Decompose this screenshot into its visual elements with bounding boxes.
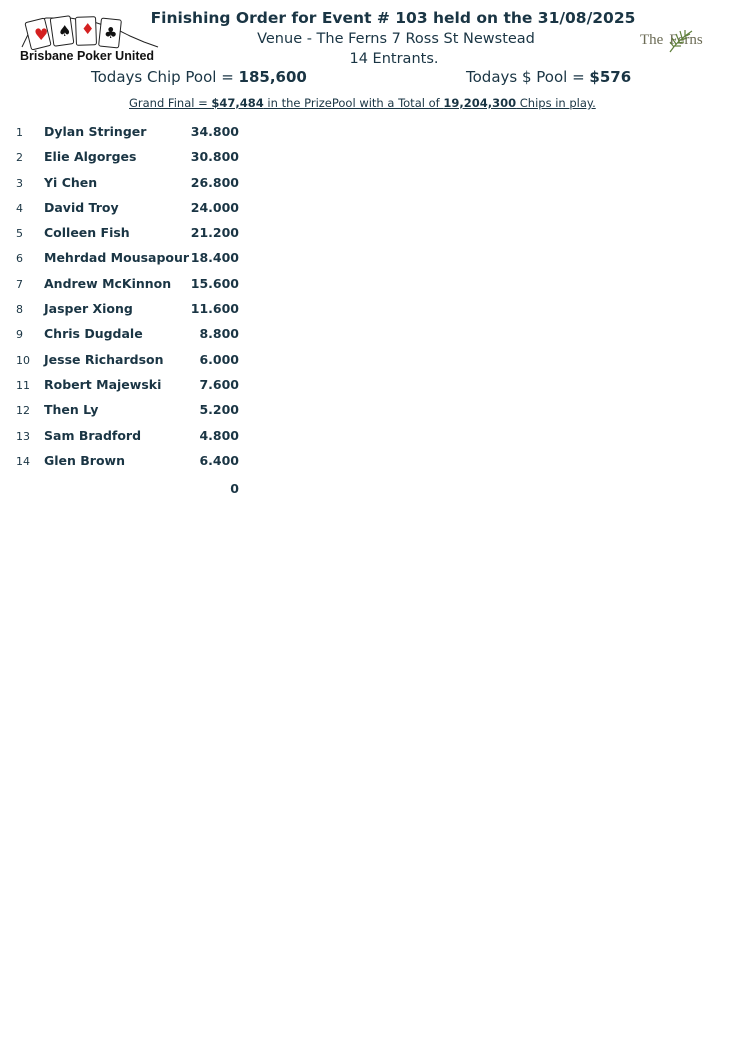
page-title: Finishing Order for Event # 103 held on the 31/08/2025: [150, 9, 636, 27]
result-chips: 18.400: [190, 250, 239, 266]
result-chips: 15.600: [190, 275, 239, 291]
result-player-name: Chris Dugdale: [44, 326, 143, 342]
result-row: [0, 223, 260, 248]
result-rank: 9: [16, 328, 23, 342]
result-chips: 26.800: [190, 174, 239, 190]
result-row: [0, 451, 260, 476]
result-row: [0, 173, 260, 198]
result-row: [0, 400, 260, 425]
result-chips: 24.000: [190, 199, 239, 215]
result-player-name: Mehrdad Mousapour: [44, 250, 190, 266]
result-chips: 6.400: [199, 452, 239, 468]
grand-final-prize: $47,484: [211, 96, 264, 110]
dollar-pool-label: Todays $ Pool =: [466, 68, 590, 86]
result-chips: 11.600: [190, 301, 239, 317]
result-rank: 11: [16, 378, 30, 392]
result-chips: 21.200: [190, 225, 239, 241]
logo-left-text: Brisbane Poker United: [20, 49, 155, 63]
result-chips: 7.600: [199, 376, 239, 392]
svg-text:♠: ♠: [58, 22, 72, 40]
svg-text:♥: ♥: [34, 25, 49, 44]
grand-final-chips: 19,204,300: [443, 96, 517, 110]
result-chips: 5.200: [199, 402, 239, 418]
svg-text:♦: ♦: [81, 20, 95, 38]
result-rank: 6: [16, 252, 23, 266]
venue-line: Venue - The Ferns 7 Ross St Newstead: [257, 31, 535, 47]
result-rank: 14: [16, 454, 30, 468]
svg-text:♣: ♣: [104, 24, 118, 42]
result-rank: 2: [16, 151, 23, 165]
result-player-name: Robert Majewski: [44, 376, 162, 392]
result-rank: 10: [16, 353, 30, 367]
entrants-count: 14 Entrants.: [349, 51, 439, 67]
result-chips: 30.800: [190, 149, 239, 165]
grand-final-line: [129, 96, 596, 110]
result-player-name: Colleen Fish: [44, 225, 130, 241]
result-rank: 8: [16, 303, 23, 317]
result-player-name: Glen Brown: [44, 452, 125, 468]
result-row: [0, 426, 260, 451]
logo-ferns-name: Ferns: [669, 32, 703, 48]
result-chips: 8.800: [199, 326, 239, 342]
result-rank: 13: [16, 429, 30, 443]
result-rank: 3: [16, 176, 23, 190]
result-chips: 6.000: [199, 351, 239, 367]
total-chips: 0: [230, 481, 239, 496]
result-player-name: David Troy: [44, 199, 119, 215]
grand-final-suffix: Chips in play.: [516, 96, 596, 110]
result-player-name: Jesse Richardson: [44, 351, 164, 367]
result-row: [0, 324, 260, 349]
result-row: [0, 299, 260, 324]
result-row: [0, 122, 260, 147]
result-rank: 1: [16, 126, 23, 139]
result-rank: 12: [16, 404, 30, 418]
result-player-name: Then Ly: [44, 402, 99, 418]
result-player-name: Jasper Xiong: [44, 301, 133, 317]
total-row: [0, 479, 260, 499]
result-player-name: Yi Chen: [44, 174, 98, 190]
result-player-name: Andrew McKinnon: [44, 275, 172, 291]
chip-pool: [91, 68, 307, 86]
result-rank: 4: [16, 201, 23, 215]
result-row: [0, 147, 260, 172]
result-rank: 5: [16, 227, 23, 241]
result-chips: 34.800: [190, 124, 239, 139]
chip-pool-label: Todays Chip Pool =: [91, 68, 239, 86]
result-player-name: Dylan Stringer: [44, 124, 147, 139]
result-row: [0, 375, 260, 400]
grand-final-middle: in the PrizePool with a Total of: [263, 96, 444, 110]
result-row: [0, 274, 260, 299]
result-player-name: Sam Bradford: [44, 427, 142, 443]
result-row: [0, 350, 260, 375]
result-chips: 4.800: [199, 427, 239, 443]
grand-final-prefix: Grand Final =: [129, 96, 212, 110]
result-player-name: Elie Algorges: [44, 149, 137, 165]
chip-pool-value: 185,600: [238, 68, 307, 86]
results-list: [0, 122, 260, 476]
result-row: [0, 198, 260, 223]
result-rank: 7: [16, 277, 23, 291]
dollar-pool-value: $576: [589, 68, 632, 86]
dollar-pool: [466, 68, 631, 86]
logo-ferns-the: The: [640, 32, 664, 48]
result-row: [0, 248, 260, 273]
